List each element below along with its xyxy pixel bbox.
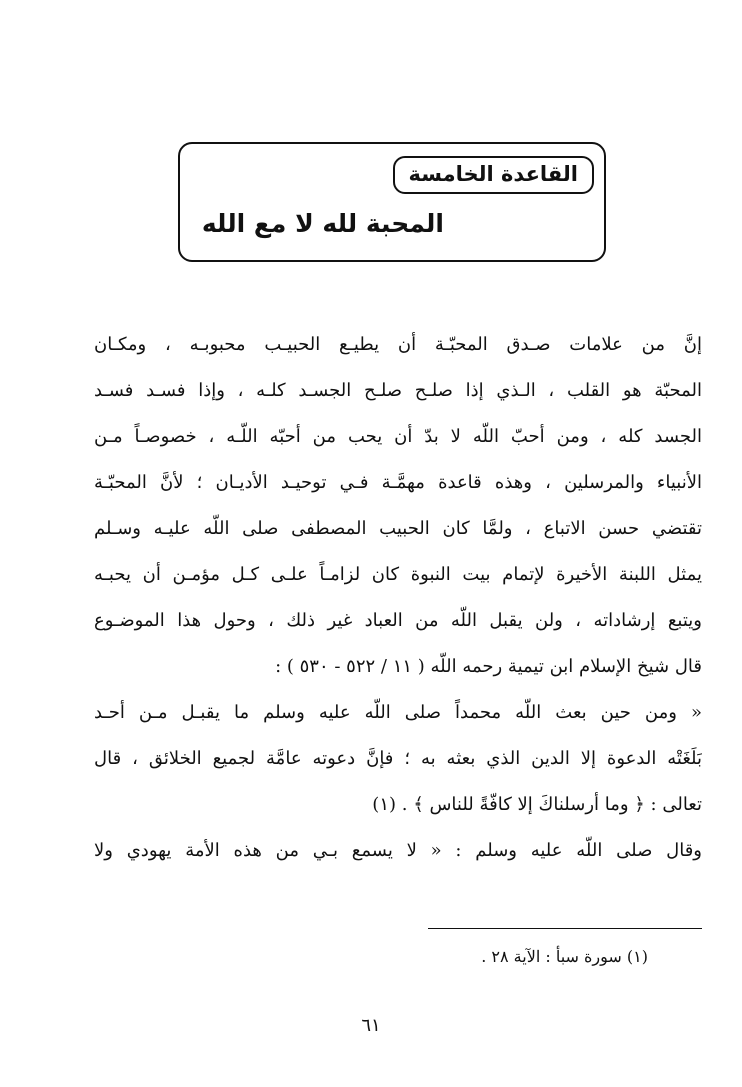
quote-line: « ومن حين بعث اللّه محمداً صلى اللّه عليه وسلم ما يقبـل مـن أحـد — [94, 702, 702, 723]
rule-title: المحبة لله لا مع الله — [201, 209, 444, 238]
footnote-divider — [428, 928, 702, 929]
body-line: تقتضي حسن الاتباع ، ولمَّا كان الحبيب المصطفى صلى اللّه عليـه وسـلم — [94, 518, 702, 539]
quote-line: تعالى : ﴿ وما أرسلناكَ إلا كافّةً للناس ﴾ . (١) — [372, 794, 702, 815]
body-line: وقال صلى اللّه عليه وسلم : « لا يسمع بـي من هذه الأمة يهودي ولا — [94, 840, 702, 861]
body-line: قال شيخ الإسلام ابن تيمية رحمه اللّه ( ١١ / ٥٢٢ - ٥٣٠ ) : — [275, 656, 702, 677]
rule-label: القاعدة الخامسة — [408, 162, 578, 186]
page-number: ٦١ — [361, 1015, 381, 1036]
body-line: ويتبع إرشاداته ، ولن يقبل اللّه من العباد غير ذلك ، وحول هذا الموضـوع — [94, 610, 702, 631]
body-line: يمثل اللبنة الأخيرة لإتمام بيت النبوة كان لزامـاً علـى كـل مؤمـن أن يحبـه — [94, 564, 702, 585]
body-line: إنَّ من علامات صـدق المحبّـة أن يطيـع الحبيـب محبوبـه ، ومكـان — [94, 334, 702, 355]
body-text — [94, 322, 702, 874]
rule-header-box — [178, 142, 606, 262]
quote-line: بَلَغَتْه الدعوة إلا الدين الذي بعثه به ؛ فإنَّ دعوته عامَّة لجميع الخلائق ، قال — [94, 748, 702, 769]
body-line: الأنبياء والمرسلين ، وهذه قاعدة مهمَّـة فـي توحيـد الأديـان ؛ لأنَّ المحبّـة — [94, 472, 702, 493]
body-line: المحبّة هو القلب ، الـذي إذا صلـح صلـح الجسـد كلـه ، وإذا فسـد فسـد — [94, 380, 702, 401]
rule-label-tag — [393, 156, 594, 194]
body-line: الجسد كله ، ومن أحبّ اللّه لا بدّ أن يحب من أحبّه اللّـه ، خصوصـاً مـن — [94, 426, 702, 447]
footnote: (١) سورة سبأ : الآية ٢٨ . — [481, 947, 648, 966]
